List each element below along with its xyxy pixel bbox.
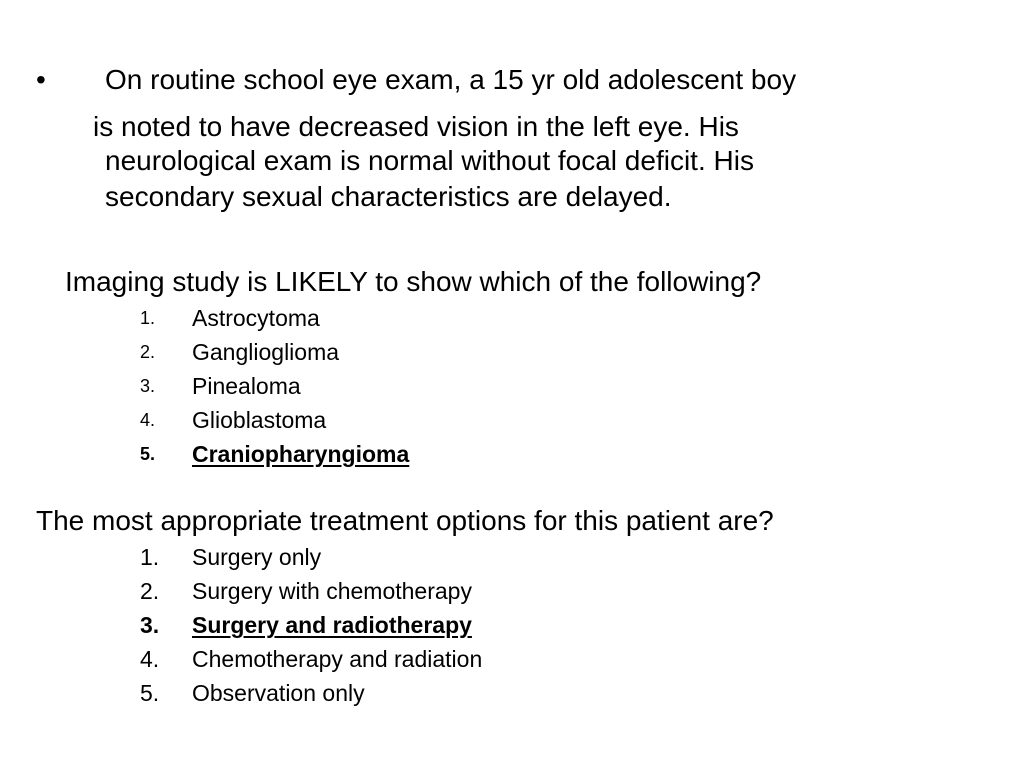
option-text: Observation only — [192, 680, 365, 706]
option-text: Surgery with chemotherapy — [192, 578, 472, 604]
question2-option-3-correct-answer — [140, 608, 640, 642]
option-text: Astrocytoma — [192, 305, 320, 331]
option-text: Glioblastoma — [192, 407, 327, 433]
option-text: Surgery and radiotherapy — [192, 612, 472, 638]
option-number: 2. — [140, 342, 156, 362]
bullet-marker: • — [36, 64, 46, 95]
question1-stem-line-2: is noted to have decreased vision in the left eye. His — [93, 111, 739, 142]
option-number: 4. — [140, 410, 156, 430]
question1-option-1 — [140, 301, 640, 335]
option-number: 3. — [140, 376, 156, 396]
question1-option-3 — [140, 369, 640, 403]
option-number: 2. — [140, 578, 160, 604]
option-number: 1. — [140, 544, 160, 570]
question2-option-5 — [140, 676, 640, 710]
question2-prompt: The most appropriate treatment options for this patient are? — [36, 505, 774, 536]
option-number: 1. — [140, 308, 156, 328]
option-text: Pinealoma — [192, 373, 301, 399]
option-number: 5. — [140, 444, 156, 464]
question1-stem-line-4: secondary sexual characteristics are delayed. — [105, 181, 672, 212]
question1-option-2 — [140, 335, 640, 369]
question1-prompt: Imaging study is LIKELY to show which of the following? — [65, 266, 762, 297]
option-text: Chemotherapy and radiation — [192, 646, 483, 672]
question1-stem-line-1: On routine school eye exam, a 15 yr old adolescent boy — [105, 64, 797, 95]
option-number: 4. — [140, 646, 160, 672]
option-text: Surgery only — [192, 544, 322, 570]
option-number: 5. — [140, 680, 160, 706]
option-text: Ganglioglioma — [192, 339, 340, 365]
option-number: 3. — [140, 612, 160, 638]
option-text: Craniopharyngioma — [192, 441, 410, 467]
question2-option-2 — [140, 574, 640, 608]
question1-option-4 — [140, 403, 640, 437]
question2-option-4 — [140, 642, 640, 676]
question2-option-1 — [140, 540, 640, 574]
question1-stem-line-3: neurological exam is normal without focal deficit. His — [105, 145, 754, 176]
question1-option-5-correct-answer — [140, 437, 640, 471]
